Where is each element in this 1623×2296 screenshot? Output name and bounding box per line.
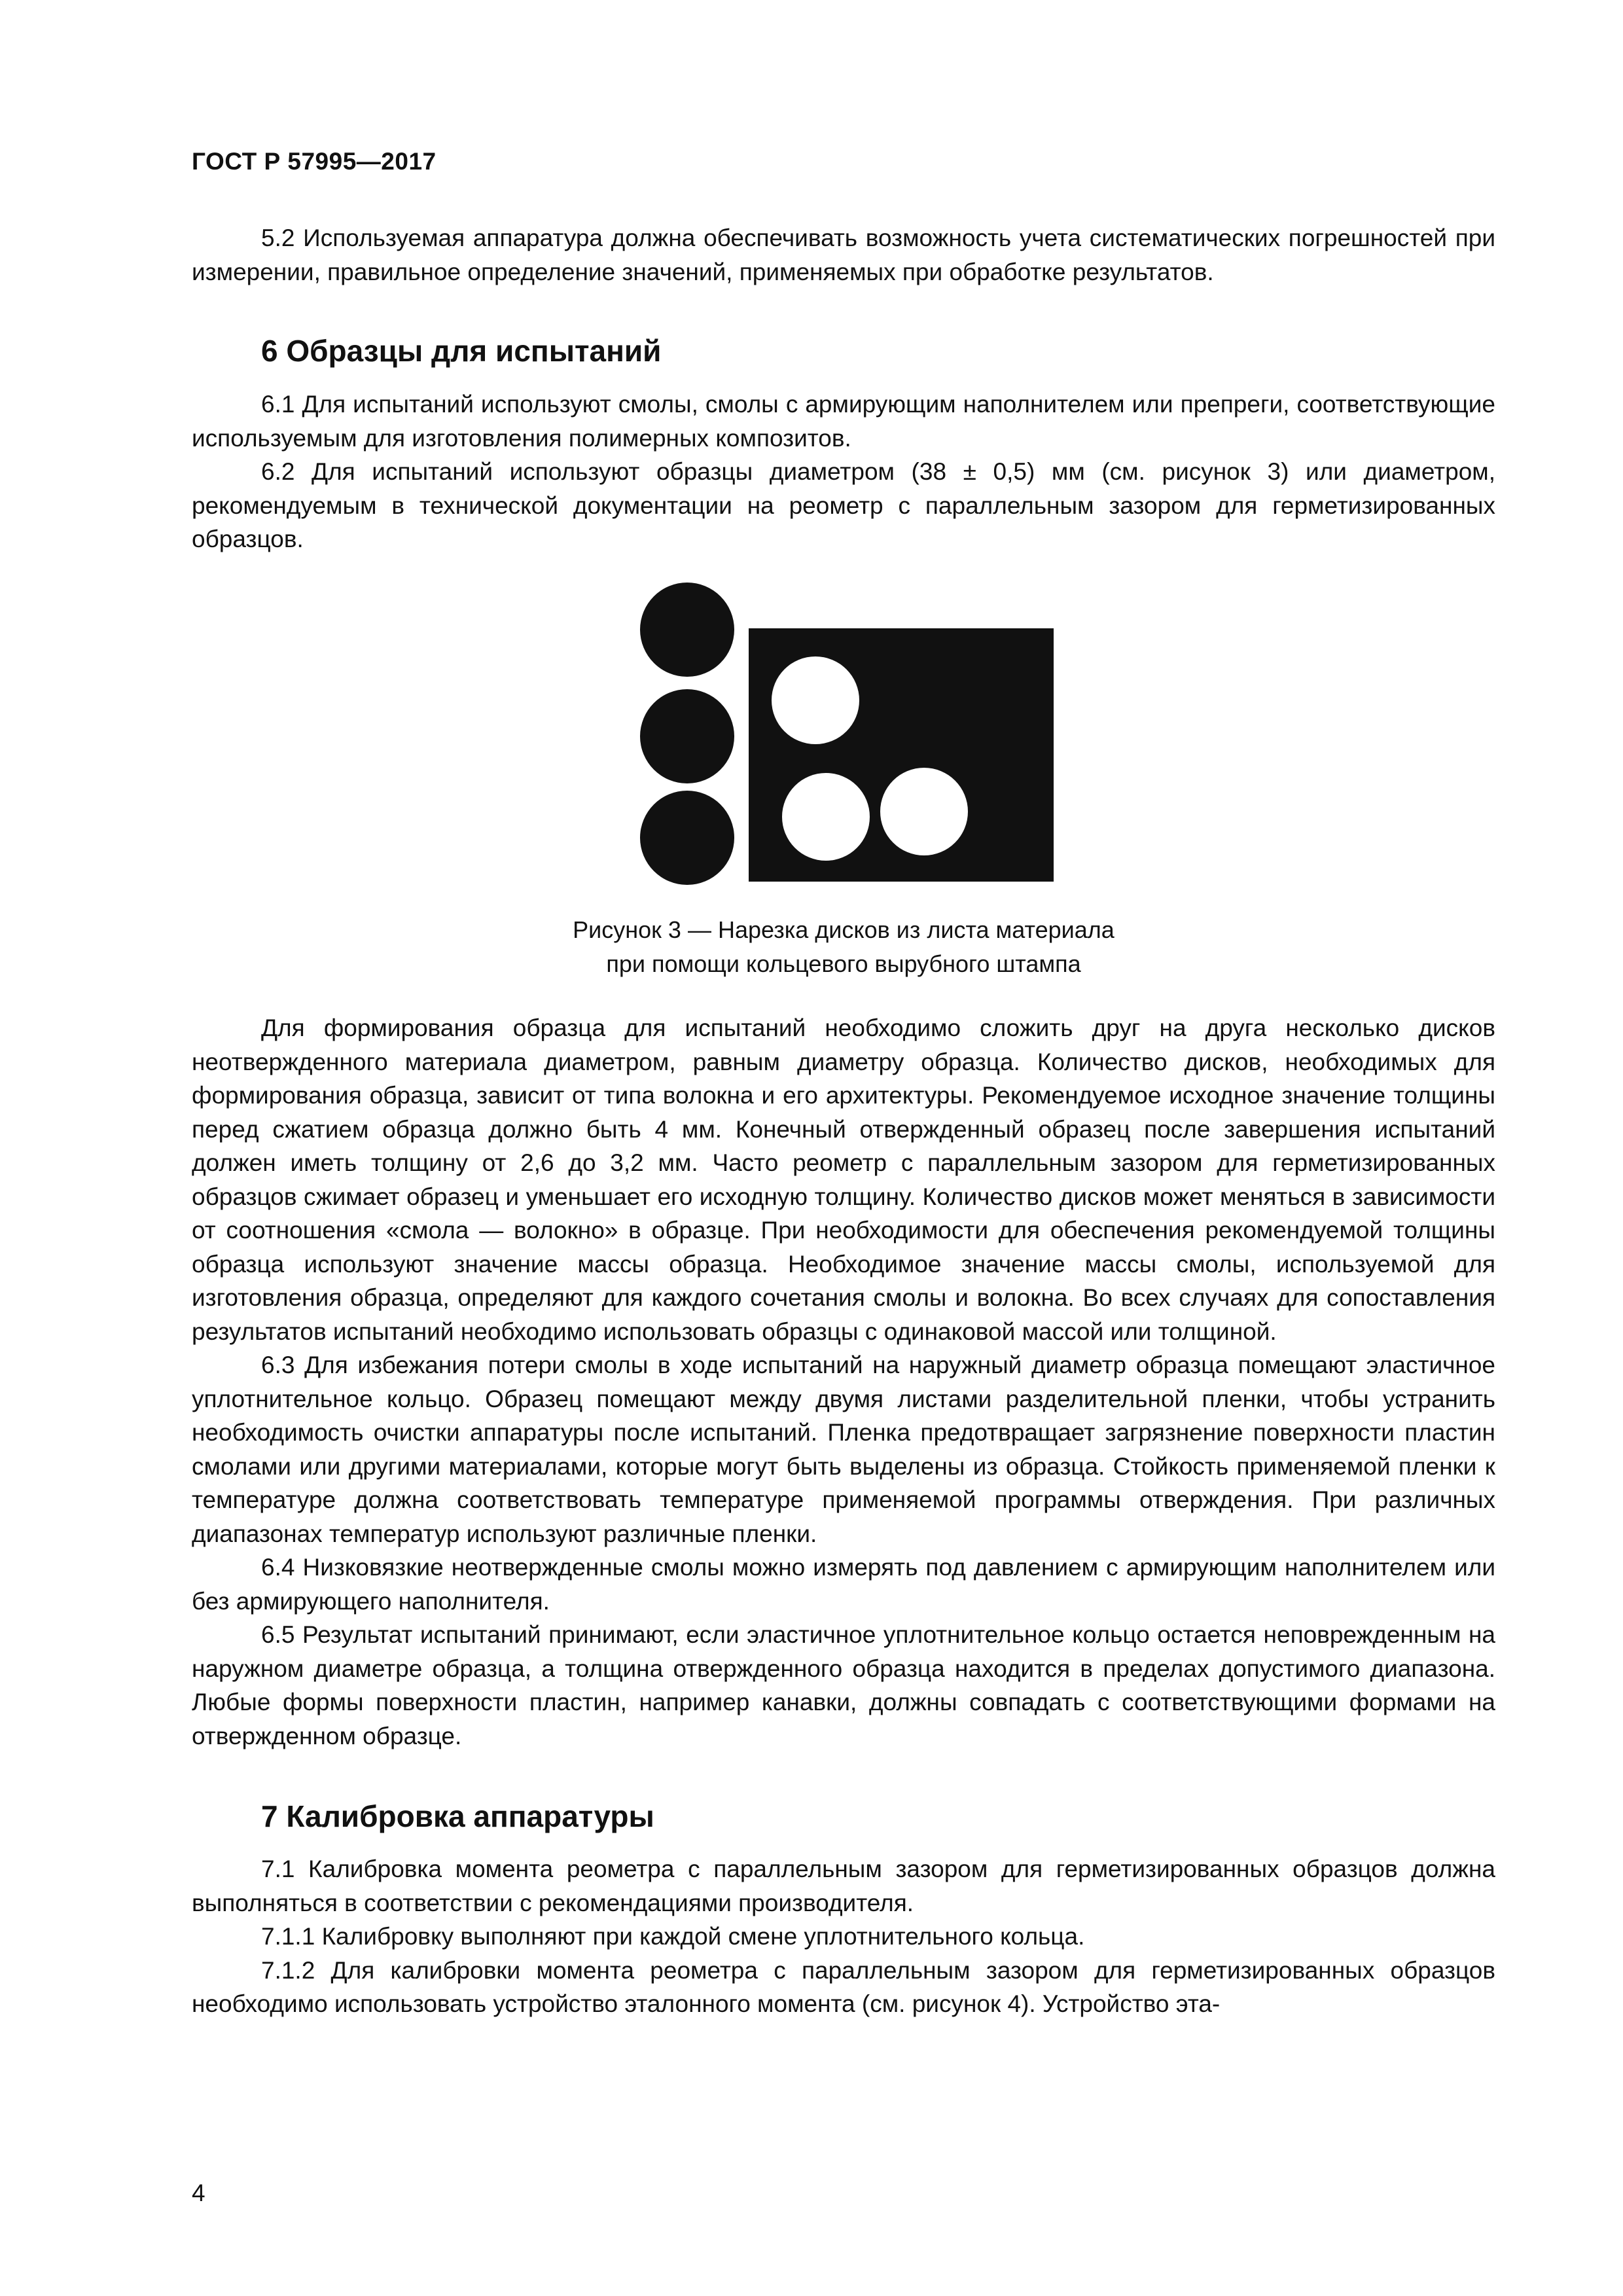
paragraph-5-2: 5.2 Используемая аппаратура должна обеспечивать возможность учета систематических погрешностей при измерении, правильное определение значений, применяемых при обработке результатов. <box>192 224 1495 285</box>
paragraph-7-1-2: 7.1.2 Для калибровки момента реометра с параллельным зазором для герметизированных образцов необходимо использовать устройство эталонного момента (см. рисунок 4). Устройство эта- <box>192 1956 1495 2017</box>
cut-disc-3 <box>640 791 734 885</box>
paragraph-5-2-block <box>192 221 1495 289</box>
paragraph-6-3: 6.3 Для избежания потери смолы в ходе испытаний на наружный диаметр образца помещают эластичное уплотнительное кольцо. Образец помещают между двумя листами разделительной пленки, чтобы устранить необходимость очистки аппаратуры после испытаний. Пленка предотвращает загрязнение поверхности пластин смолами или другими материалами, которые могут быть выделены из образца. Стойкость применяемой пленки к температуре должна соответствовать температуре применяемой программы отверждения. При различных диапазонах температур используют различные пленки. <box>192 1352 1495 1547</box>
section-7-text-block <box>192 1852 1495 2021</box>
document-header: ГОСТ Р 57995—2017 <box>192 148 437 175</box>
page-number: 4 <box>192 2179 205 2206</box>
section-7-heading: 7 Калибровка аппаратуры <box>261 1799 654 1833</box>
paragraph-7-1-1: 7.1.1 Калибровку выполняют при каждой смене уплотнительного кольца. <box>261 1923 1085 1950</box>
sheet-hole-1 <box>772 656 859 744</box>
section-6-heading-block <box>192 331 1495 370</box>
section-6-heading: 6 Образцы для испытаний <box>261 334 662 368</box>
figure-3-graphic <box>640 583 1060 890</box>
paragraph-specimen-forming: Для формирования образца для испытаний необходимо сложить друг на друга несколько дисков неотвержденного материала диаметром, равным диаметру образца. Количество дисков, необходимых для формирования образца, зависит от типа волокна и его архитектуры. Рекомендуемое исходное значение толщины перед сжатием образца должно быть 4 мм. Конечный отвержденный образец после завершения испытаний должен иметь толщину от 2,6 до 3,2 мм. Часто реометр с параллельным зазором для герметизированных образцов сжимает образец и уменьшает его исходную толщину. Количество дисков может меняться в зависимости от соотношения «смола — волокно» в образце. При необходимости для обеспечения рекомендуемой толщины образца используют значение массы образца. Необходимое значение массы смолы, используемой для изготовления образца, определяют для каждого сочетания смолы и волокна. Во всех случаях для сопоставления результатов испытаний необходимо использовать образцы с одинаковой массой или толщиной. <box>192 1014 1495 1345</box>
sheet-hole-3 <box>880 768 968 855</box>
paragraph-6-5: 6.5 Результат испытаний принимают, если эластичное уплотнительное кольцо остается неповрежденным на наружном диаметре образца, а толщина отвержденного образца находится в пределах допустимого диапазона. Любые формы поверхности пластин, например канавки, должны совпадать с соответствующими формами на отвержденном образце. <box>192 1621 1495 1749</box>
paragraph-6-2: 6.2 Для испытаний используют образцы диаметром (38 ± 0,5) мм (см. рисунок 3) или диаметром, рекомендуемым в технической документации на реометр с параллельным зазором для герметизированных образцов. <box>192 458 1495 552</box>
section-7-heading-block <box>192 1797 1495 1836</box>
figure-caption-line-1: Рисунок 3 — Нарезка дисков из листа материала <box>573 916 1115 943</box>
paragraph-6-4: 6.4 Низковязкие неотвержденные смолы можно измерять под давлением с армирующим наполнителем или без армирующего наполнителя. <box>192 1554 1495 1615</box>
figure-caption-line-2: при помощи кольцевого вырубного штампа <box>606 950 1081 977</box>
paragraph-7-1: 7.1 Калибровка момента реометра с параллельным зазором для герметизированных образцов должна выполняться в соответствии с рекомендациями производителя. <box>192 1856 1495 1916</box>
sheet-hole-2 <box>782 773 870 861</box>
figure-3-caption <box>192 913 1495 981</box>
paragraph-6-1: 6.1 Для испытаний используют смолы, смолы с армирующим наполнителем или препреги, соответствующие используемым для изготовления полимерных композитов. <box>192 391 1495 452</box>
figure-3-disc-cutting <box>640 583 1060 890</box>
cut-disc-1 <box>640 583 734 677</box>
cut-disc-2 <box>640 689 734 783</box>
section-6-continued-block <box>192 1011 1495 1753</box>
section-6-text-block <box>192 387 1495 556</box>
